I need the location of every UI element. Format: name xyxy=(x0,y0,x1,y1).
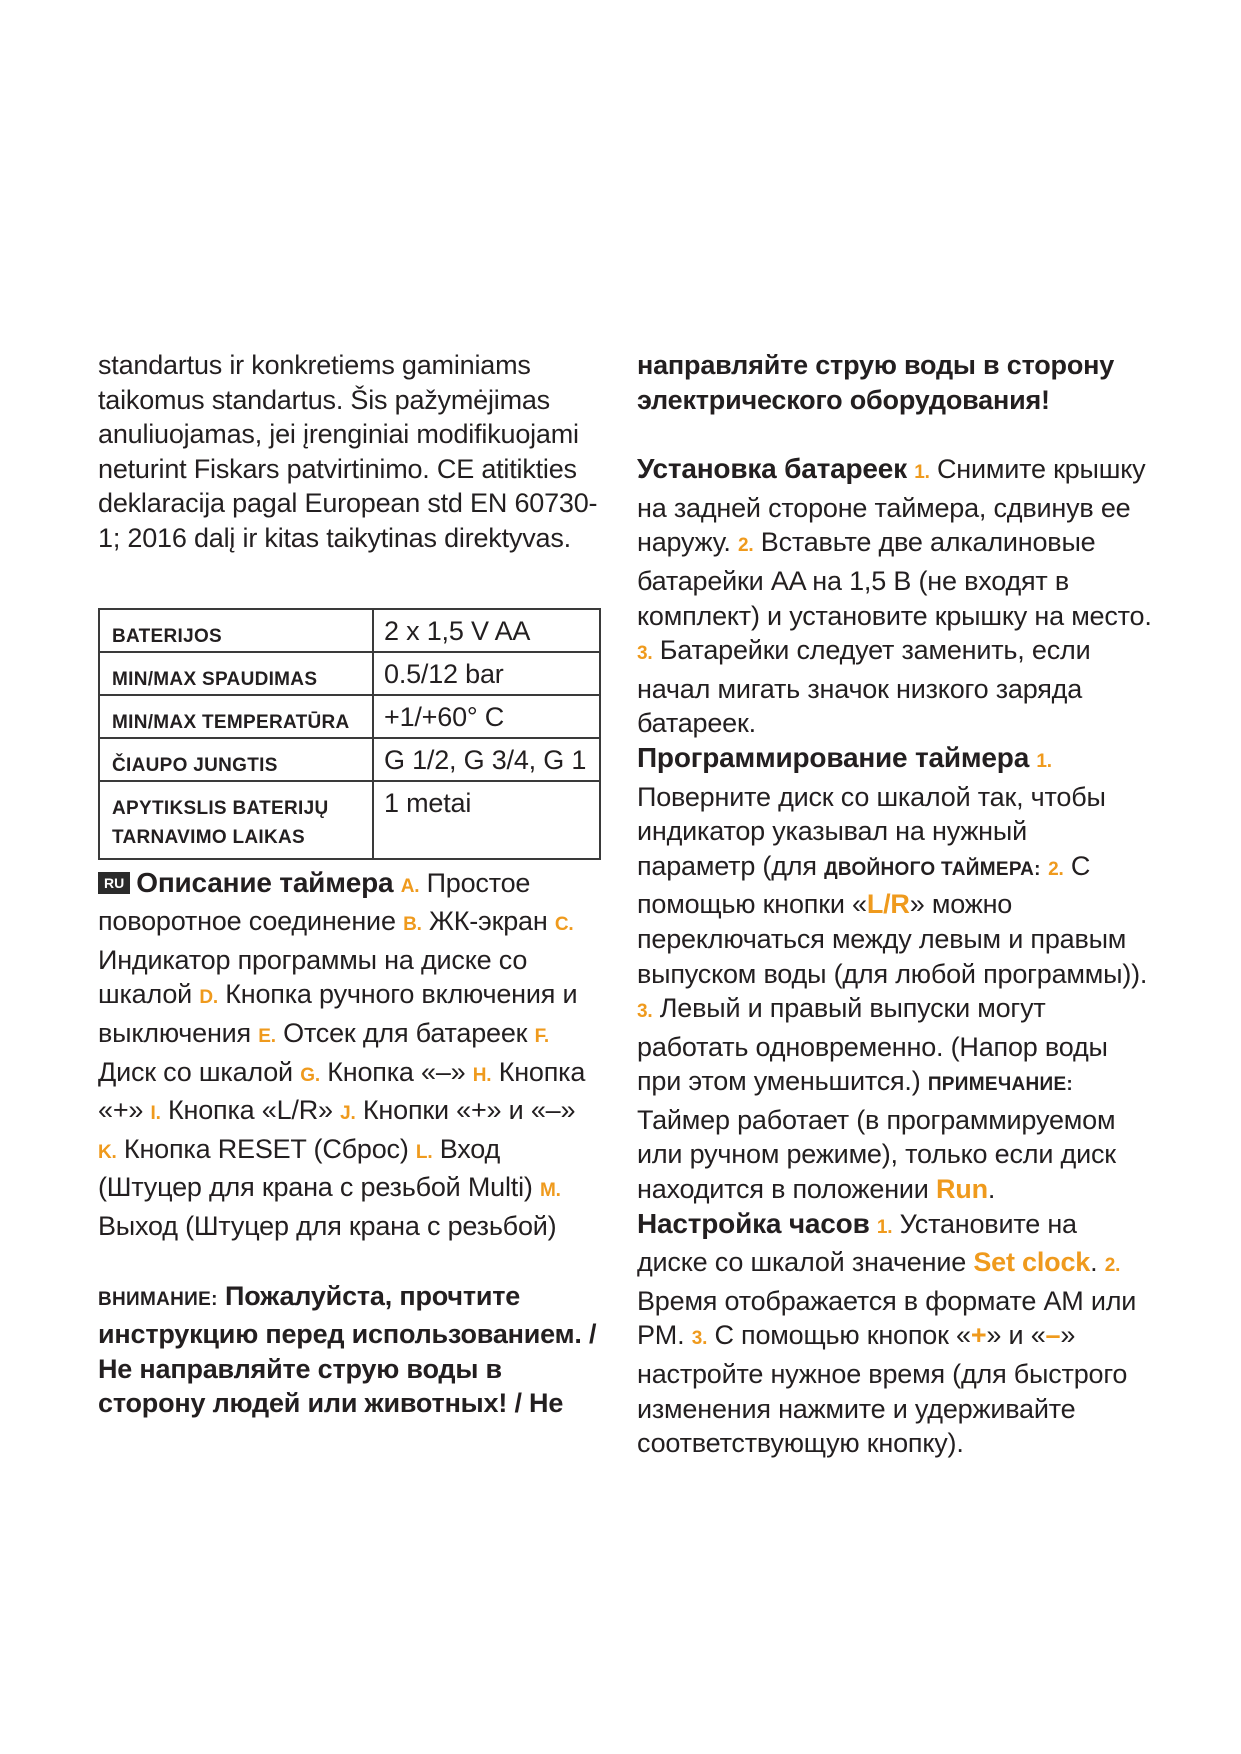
marker: I. xyxy=(150,1103,161,1125)
table-row xyxy=(99,652,600,695)
marker: M. xyxy=(539,1180,561,1202)
marker: E. xyxy=(258,1025,276,1047)
step-number: 3. xyxy=(637,1001,653,1023)
part-label: Кнопка RESET (Сброс) xyxy=(116,1133,416,1164)
marker: J. xyxy=(340,1103,356,1125)
spec-value: +1/+60° C xyxy=(373,695,600,738)
part-label: Кнопка ручного включения и выключения xyxy=(98,979,578,1048)
marker: K. xyxy=(98,1141,117,1163)
step-number: 2. xyxy=(1104,1255,1121,1277)
language-badge: RU xyxy=(98,872,130,894)
section-title: Настройка часов xyxy=(637,1207,870,1239)
punctuation: . xyxy=(1090,1247,1098,1278)
step-number: 2. xyxy=(1048,858,1064,880)
marker: G. xyxy=(300,1064,320,1086)
marker: C. xyxy=(554,914,574,936)
spec-key: MIN/MAX TEMPERATŪRA xyxy=(99,695,373,738)
plus-button-ref: + xyxy=(970,1320,987,1351)
spec-value: 2 x 1,5 V AA xyxy=(373,609,600,652)
left-column xyxy=(98,348,598,1421)
part-label: ЖК-экран xyxy=(421,906,555,937)
spec-value: 1 metai xyxy=(373,781,600,859)
section-title: Установка батареек xyxy=(637,453,907,485)
step-text: С помощью кнопки « xyxy=(637,850,1091,920)
part-label: Индикатор программы на диске со шкалой xyxy=(98,944,528,1010)
timer-description xyxy=(98,866,598,1244)
step-text: Батарейки следует заменить, если начал мигать значок низкого заряда батареек. xyxy=(637,635,1091,739)
dual-timer-label: ДВОЙНОГО ТАЙМЕРА: xyxy=(824,858,1041,880)
part-label: Кнопка «–» xyxy=(319,1056,473,1087)
step-number: 2. xyxy=(738,535,754,557)
step-text: Установите на диске со шкалой значение xyxy=(637,1208,1077,1278)
clock-section xyxy=(637,1207,1152,1461)
spacer xyxy=(637,417,1152,452)
section-title: Программирование таймера xyxy=(637,741,1030,773)
spec-key: BATERIJOS xyxy=(99,609,373,652)
step-text: » настройте нужное время (для быстрого изменения нажмите и удерживайте соответствующую кнопку). xyxy=(637,1320,1128,1459)
spec-key: APYTIKSLIS BATERIJŲ TARNAVIMO LAIKAS xyxy=(99,781,373,859)
step-text: Поверните диск со шкалой так, чтобы индикатор указывал на нужный параметр (для xyxy=(637,781,1106,881)
step-number: 1. xyxy=(876,1216,893,1238)
part-label: Диск со шкалой xyxy=(98,1056,301,1087)
part-label: Выход (Штуцер для крана с резьбой) xyxy=(98,1210,557,1241)
step-text: С помощью кнопок « xyxy=(707,1320,971,1351)
part-label: Простое поворотное соединение xyxy=(98,867,531,937)
step-text: Снимите крышку на задней стороне таймера, сдвинув ее наружу. xyxy=(637,454,1146,558)
table-row xyxy=(99,695,600,738)
spec-key: MIN/MAX SPAUDIMAS xyxy=(99,652,373,695)
part-label: Кнопка «+» xyxy=(98,1056,586,1126)
step-text: Время отображается в формате AM или PM. xyxy=(637,1285,1137,1351)
step-number: 3. xyxy=(691,1328,708,1350)
step-number: 3. xyxy=(637,643,653,665)
marker: D. xyxy=(199,987,218,1009)
part-label: Отсек для батареек xyxy=(275,1017,535,1048)
warning-continuation: направляйте струю воды в сторону электрического оборудования! xyxy=(637,350,1115,415)
battery-section xyxy=(637,452,1152,741)
programming-section xyxy=(637,741,1152,1207)
marker: L. xyxy=(415,1141,433,1163)
spec-value: 0.5/12 bar xyxy=(373,652,600,695)
note-label: ПРИМЕЧАНИЕ: xyxy=(927,1074,1074,1096)
step-text: Вставьте две алкалиновые батарейки AA на 1,5 В (не входят в комплект) и установите крышку на место. xyxy=(637,527,1152,631)
marker: F. xyxy=(534,1025,549,1047)
punctuation: . xyxy=(987,1174,996,1205)
run-label: Run xyxy=(935,1174,988,1205)
spec-value: G 1/2, G 3/4, G 1 xyxy=(373,738,600,781)
warning-label: ВНИМАНИЕ: xyxy=(98,1288,218,1310)
step-number: 1. xyxy=(1036,750,1052,772)
warning-text: Пожалуйста, прочтите инструкцию перед использованием. / Не направляйте струю воды в сторону людей или животных! / Не xyxy=(98,1280,597,1419)
section-title: Описание таймера xyxy=(136,866,394,898)
note-text: Таймер работает (в программируемом или ручном режиме), только если диск находится в положении xyxy=(637,1104,1116,1205)
marker: A. xyxy=(400,875,420,897)
right-column xyxy=(637,348,1152,1461)
lr-button-ref: L/R xyxy=(866,889,910,920)
spec-key: ČIAUPO JUNGTIS xyxy=(99,738,373,781)
minus-button-ref: – xyxy=(1045,1320,1061,1351)
table-row xyxy=(99,781,600,859)
table-row xyxy=(99,738,600,781)
part-label: Вход (Штуцер для крана с резьбой Multi) xyxy=(98,1133,540,1203)
part-label: Кнопка «L/R» xyxy=(160,1095,341,1126)
step-number: 1. xyxy=(914,462,930,484)
table-row xyxy=(99,609,600,652)
spacer xyxy=(98,1244,598,1279)
warning-paragraph xyxy=(98,1279,598,1421)
marker: H. xyxy=(472,1064,492,1086)
intro-paragraph: standartus ir konkretiems gaminiams taikomus standartus. Šis pažymėjimas anuliuojamas, jei įrenginiai modifikuojami neturint Fiskars patvirtinimo. CE atitikties deklaracija pagal European std EN 60730-1; 2016 dalį ir kitas taikytinas direktyvas. xyxy=(98,350,598,553)
step-text: » можно переключаться между левым и правым выпуском воды (для любой программы)). xyxy=(637,889,1148,989)
part-label: Кнопки «+» и «–» xyxy=(355,1095,576,1126)
set-clock-label: Set clock xyxy=(973,1247,1091,1278)
step-text: » и « xyxy=(986,1320,1046,1351)
spec-table xyxy=(98,608,601,860)
step-text: Левый и правый выпуски могут работать одновременно. (Напор воды при этом уменьшится.) xyxy=(637,993,1108,1097)
marker: B. xyxy=(403,914,422,936)
